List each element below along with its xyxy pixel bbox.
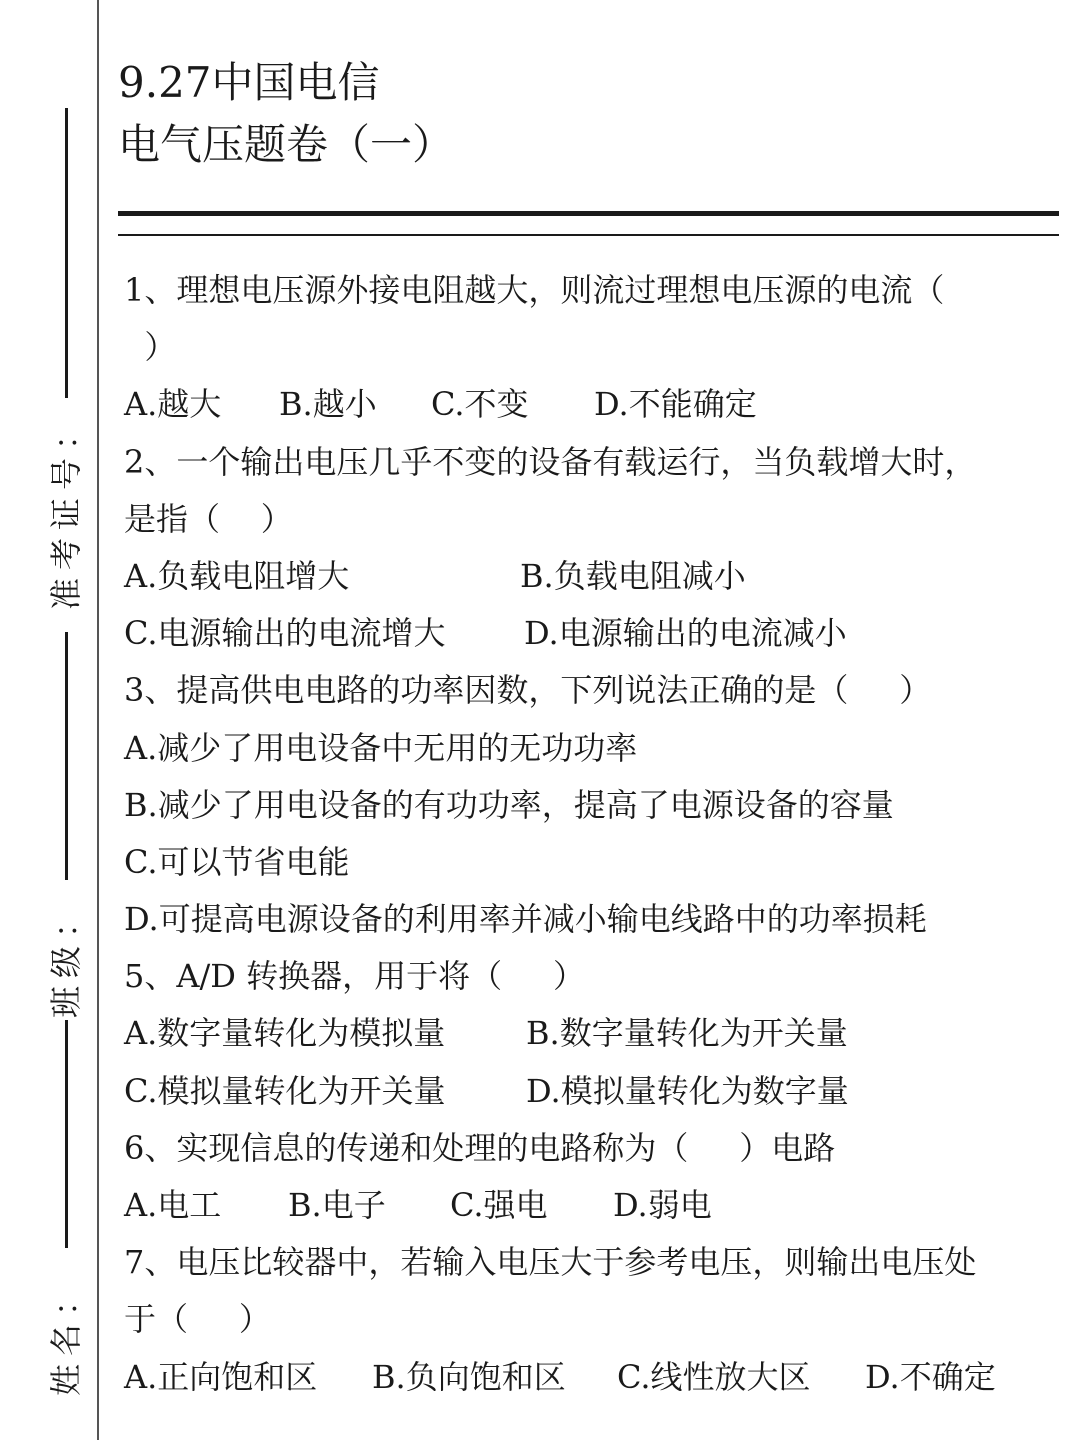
question-stem-line: 3、提高供电电路的功率因数，下列说法正确的是（ ） <box>124 671 932 710</box>
option-row <box>124 1063 1034 1120</box>
option-b: B.减少了用电设备的有功功率，提高了电源设备的容量 <box>124 785 894 824</box>
option-row <box>124 1005 1034 1062</box>
question-stem-line: 是指（ ） <box>124 499 293 538</box>
option-c: C.线性放大区 <box>617 1357 811 1396</box>
option-c: C.可以节省电能 <box>124 842 350 881</box>
class-label: 班级： <box>47 898 85 1019</box>
option-d: D.模拟量转化为数字量 <box>526 1071 849 1110</box>
option-b: B.电子 <box>288 1186 386 1224</box>
option-row <box>124 777 1034 834</box>
option-c: C.强电 <box>450 1186 548 1224</box>
question-3 <box>124 662 1034 948</box>
option-row <box>124 834 1034 891</box>
option-b: B.越小 <box>279 385 377 424</box>
option-d: D.不能确定 <box>594 385 757 424</box>
question-stem-line: 于（ ） <box>124 1300 271 1339</box>
option-row <box>124 1349 1034 1406</box>
option-a: A.负载电阻增大 <box>124 556 350 595</box>
question-stem-line: 6、实现信息的传递和处理的电路称为（ ）电路 <box>124 1128 836 1167</box>
option-b: B.负载电阻减小 <box>520 556 746 595</box>
question-2 <box>124 434 1034 663</box>
option-row <box>124 720 1034 777</box>
question-stem-line: ） <box>124 328 177 367</box>
question-list <box>124 262 1034 1406</box>
option-d: D.弱电 <box>613 1186 712 1224</box>
question-stem-line: 2、一个输出电压几乎不变的设备有载运行，当负载增大时， <box>124 442 977 481</box>
class-underline <box>65 1020 68 1248</box>
option-d: D.不确定 <box>865 1357 996 1396</box>
option-b: B.数字量转化为开关量 <box>526 1014 848 1053</box>
option-d: D.电源输出的电流减小 <box>524 614 847 653</box>
option-b: B.负向饱和区 <box>372 1357 566 1396</box>
question-1 <box>124 262 1034 434</box>
question-stem-line: 7、电压比较器中，若输入电压大于参考电压，则输出电压处 <box>124 1243 977 1282</box>
header-rule-thick <box>118 211 1059 216</box>
option-c: C.模拟量转化为开关量 <box>124 1071 446 1110</box>
question-5 <box>124 948 1034 1120</box>
option-a: A.越大 <box>124 385 222 424</box>
binding-margin-rule <box>97 0 99 1440</box>
exam-title <box>118 52 454 176</box>
question-7 <box>124 1234 1034 1406</box>
option-a: A.正向饱和区 <box>124 1357 318 1396</box>
question-6 <box>124 1120 1034 1234</box>
option-c: C.电源输出的电流增大 <box>124 614 446 653</box>
exam-id-label: 准考证号： <box>47 409 85 610</box>
option-row <box>124 548 1034 605</box>
title-line-1: 9.27中国电信 <box>118 58 380 107</box>
header-rule-thin <box>118 234 1059 236</box>
option-d: D.可提高电源设备的利用率并减小输电线路中的功率损耗 <box>124 900 927 939</box>
exam-id-underline-lower <box>65 632 68 880</box>
option-a: A.数字量转化为模拟量 <box>124 1014 446 1053</box>
option-c: C.不变 <box>431 385 529 424</box>
option-row <box>124 891 1034 948</box>
name-label: 姓名： <box>47 1276 85 1397</box>
question-stem-line: 5、A/D 转换器，用于将（ ） <box>124 957 585 996</box>
option-row <box>124 605 1034 662</box>
option-a: A.电工 <box>124 1186 222 1224</box>
title-line-2: 电气压题卷（一） <box>118 120 455 169</box>
question-stem-line: 1、理想电压源外接电阻越大，则流过理想电压源的电流（ <box>124 271 945 309</box>
option-row <box>124 1177 1034 1234</box>
option-row <box>124 376 1034 433</box>
option-a: A.减少了用电设备中无用的无功功率 <box>124 728 638 767</box>
exam-id-underline <box>65 108 68 398</box>
